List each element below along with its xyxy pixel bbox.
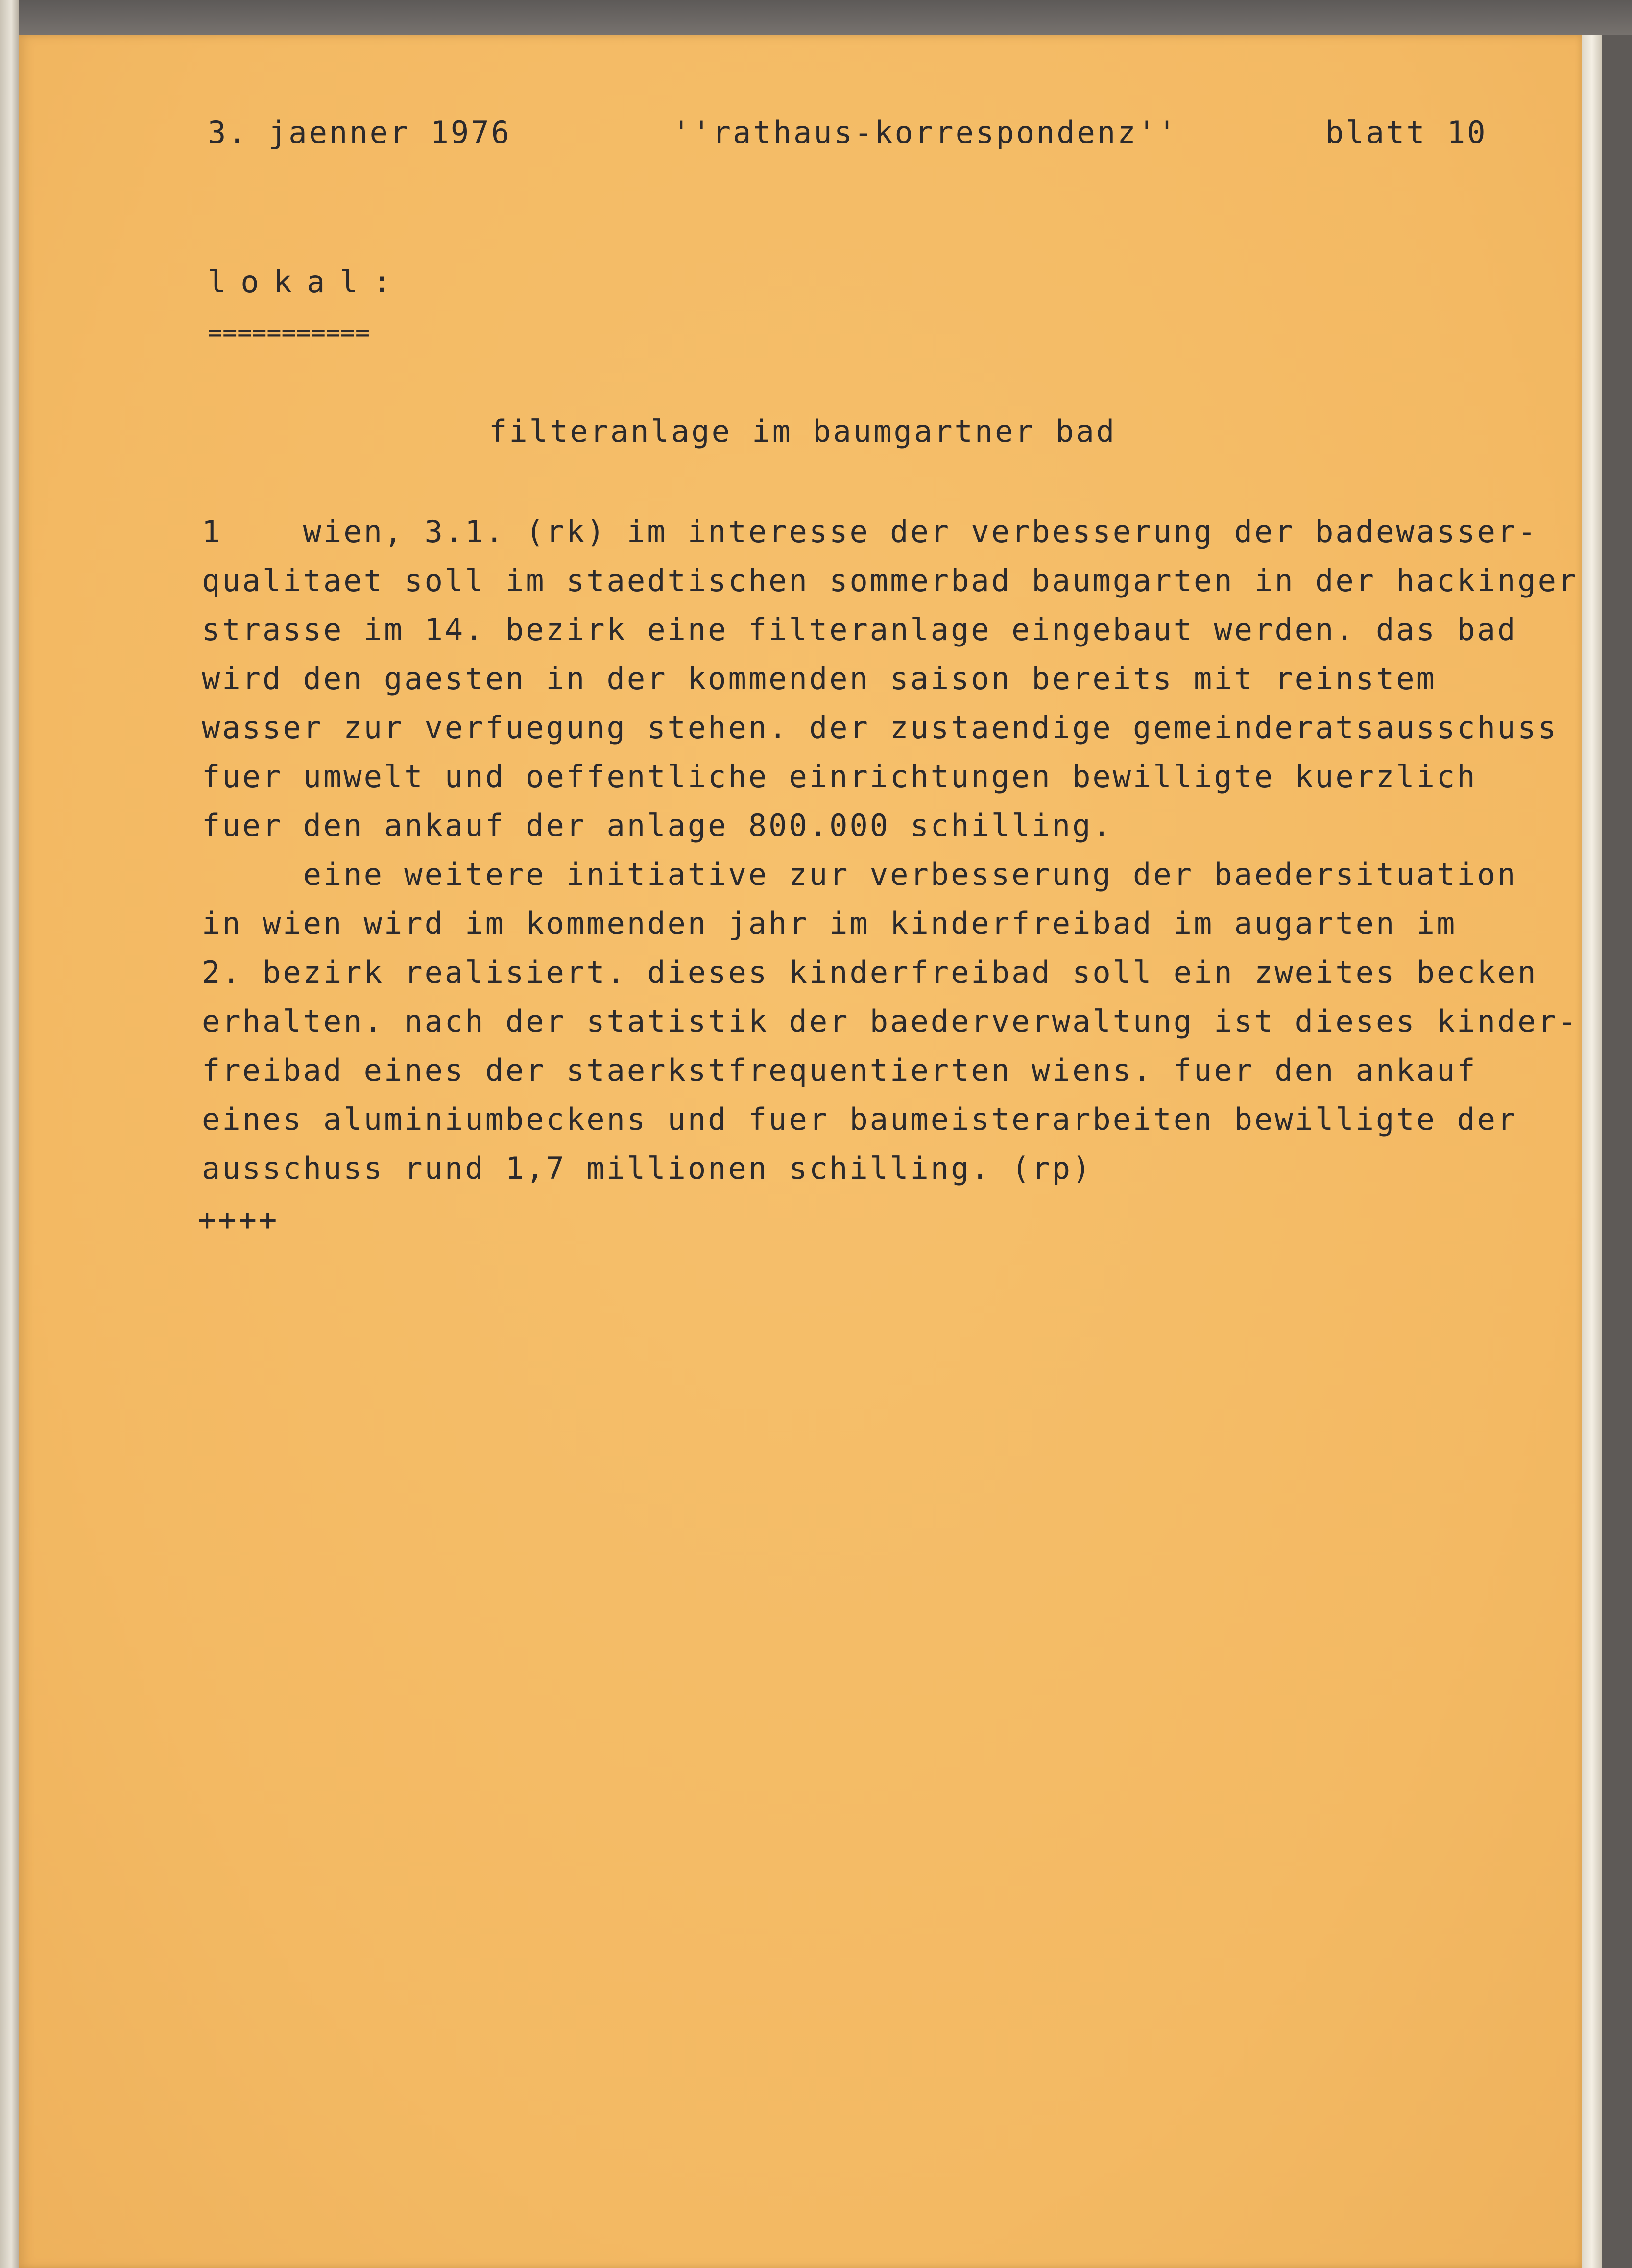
body-line: in wien wird im kommenden jahr im kinderfreibad im augarten im <box>202 906 1457 941</box>
scan-background <box>0 0 1632 35</box>
page-binding <box>0 0 19 2268</box>
scan-background-right <box>1602 35 1632 2268</box>
body-line: ausschuss rund 1,7 millionen schilling. (rp) <box>202 1150 1093 1186</box>
header-date: 3. jaenner 1976 <box>208 115 511 150</box>
body-line: freibad eines der staerkstfrequentierten wiens. fuer den ankauf <box>202 1052 1477 1088</box>
article-title: filteranlage im baumgartner bad <box>489 413 1117 449</box>
section-underline: =========== <box>208 318 370 347</box>
body-line: strasse im 14. bezirk eine filteranlage eingebaut werden. das bad <box>202 612 1518 647</box>
end-mark: ++++ <box>198 1202 279 1238</box>
body-line: 2. bezirk realisiert. dieses kinderfreibad soll ein zweites becken <box>202 955 1538 990</box>
header-publication: ''rathaus-korrespondenz'' <box>672 115 1178 150</box>
section-label: lokal: <box>208 264 406 300</box>
body-line: qualitaet soll im staedtischen sommerbad baumgarten in der hackinger <box>202 563 1579 598</box>
body-line: 1 wien, 3.1. (rk) im interesse der verbesserung der badewasser- <box>202 514 1538 549</box>
body-line: fuer den ankauf der anlage 800.000 schilling. <box>202 808 1113 843</box>
body-line: wird den gaesten in der kommenden saison bereits mit reinstem <box>202 661 1437 696</box>
article-body <box>202 514 1579 1202</box>
header-sheet-number: blatt 10 <box>1325 115 1488 150</box>
body-line: eine weitere initiative zur verbesserung der baedersituation <box>202 857 1518 892</box>
body-line: fuer umwelt und oeffentliche einrichtungen bewilligte kuerzlich <box>202 759 1477 794</box>
body-line: erhalten. nach der statistik der baederverwaltung ist dieses kinder- <box>202 1003 1579 1039</box>
page-edge <box>1582 35 1602 2268</box>
body-line: eines aluminiumbeckens und fuer baumeisterarbeiten bewilligte der <box>202 1101 1518 1137</box>
body-line: wasser zur verfuegung stehen. der zustaendige gemeinderatsausschuss <box>202 710 1558 745</box>
